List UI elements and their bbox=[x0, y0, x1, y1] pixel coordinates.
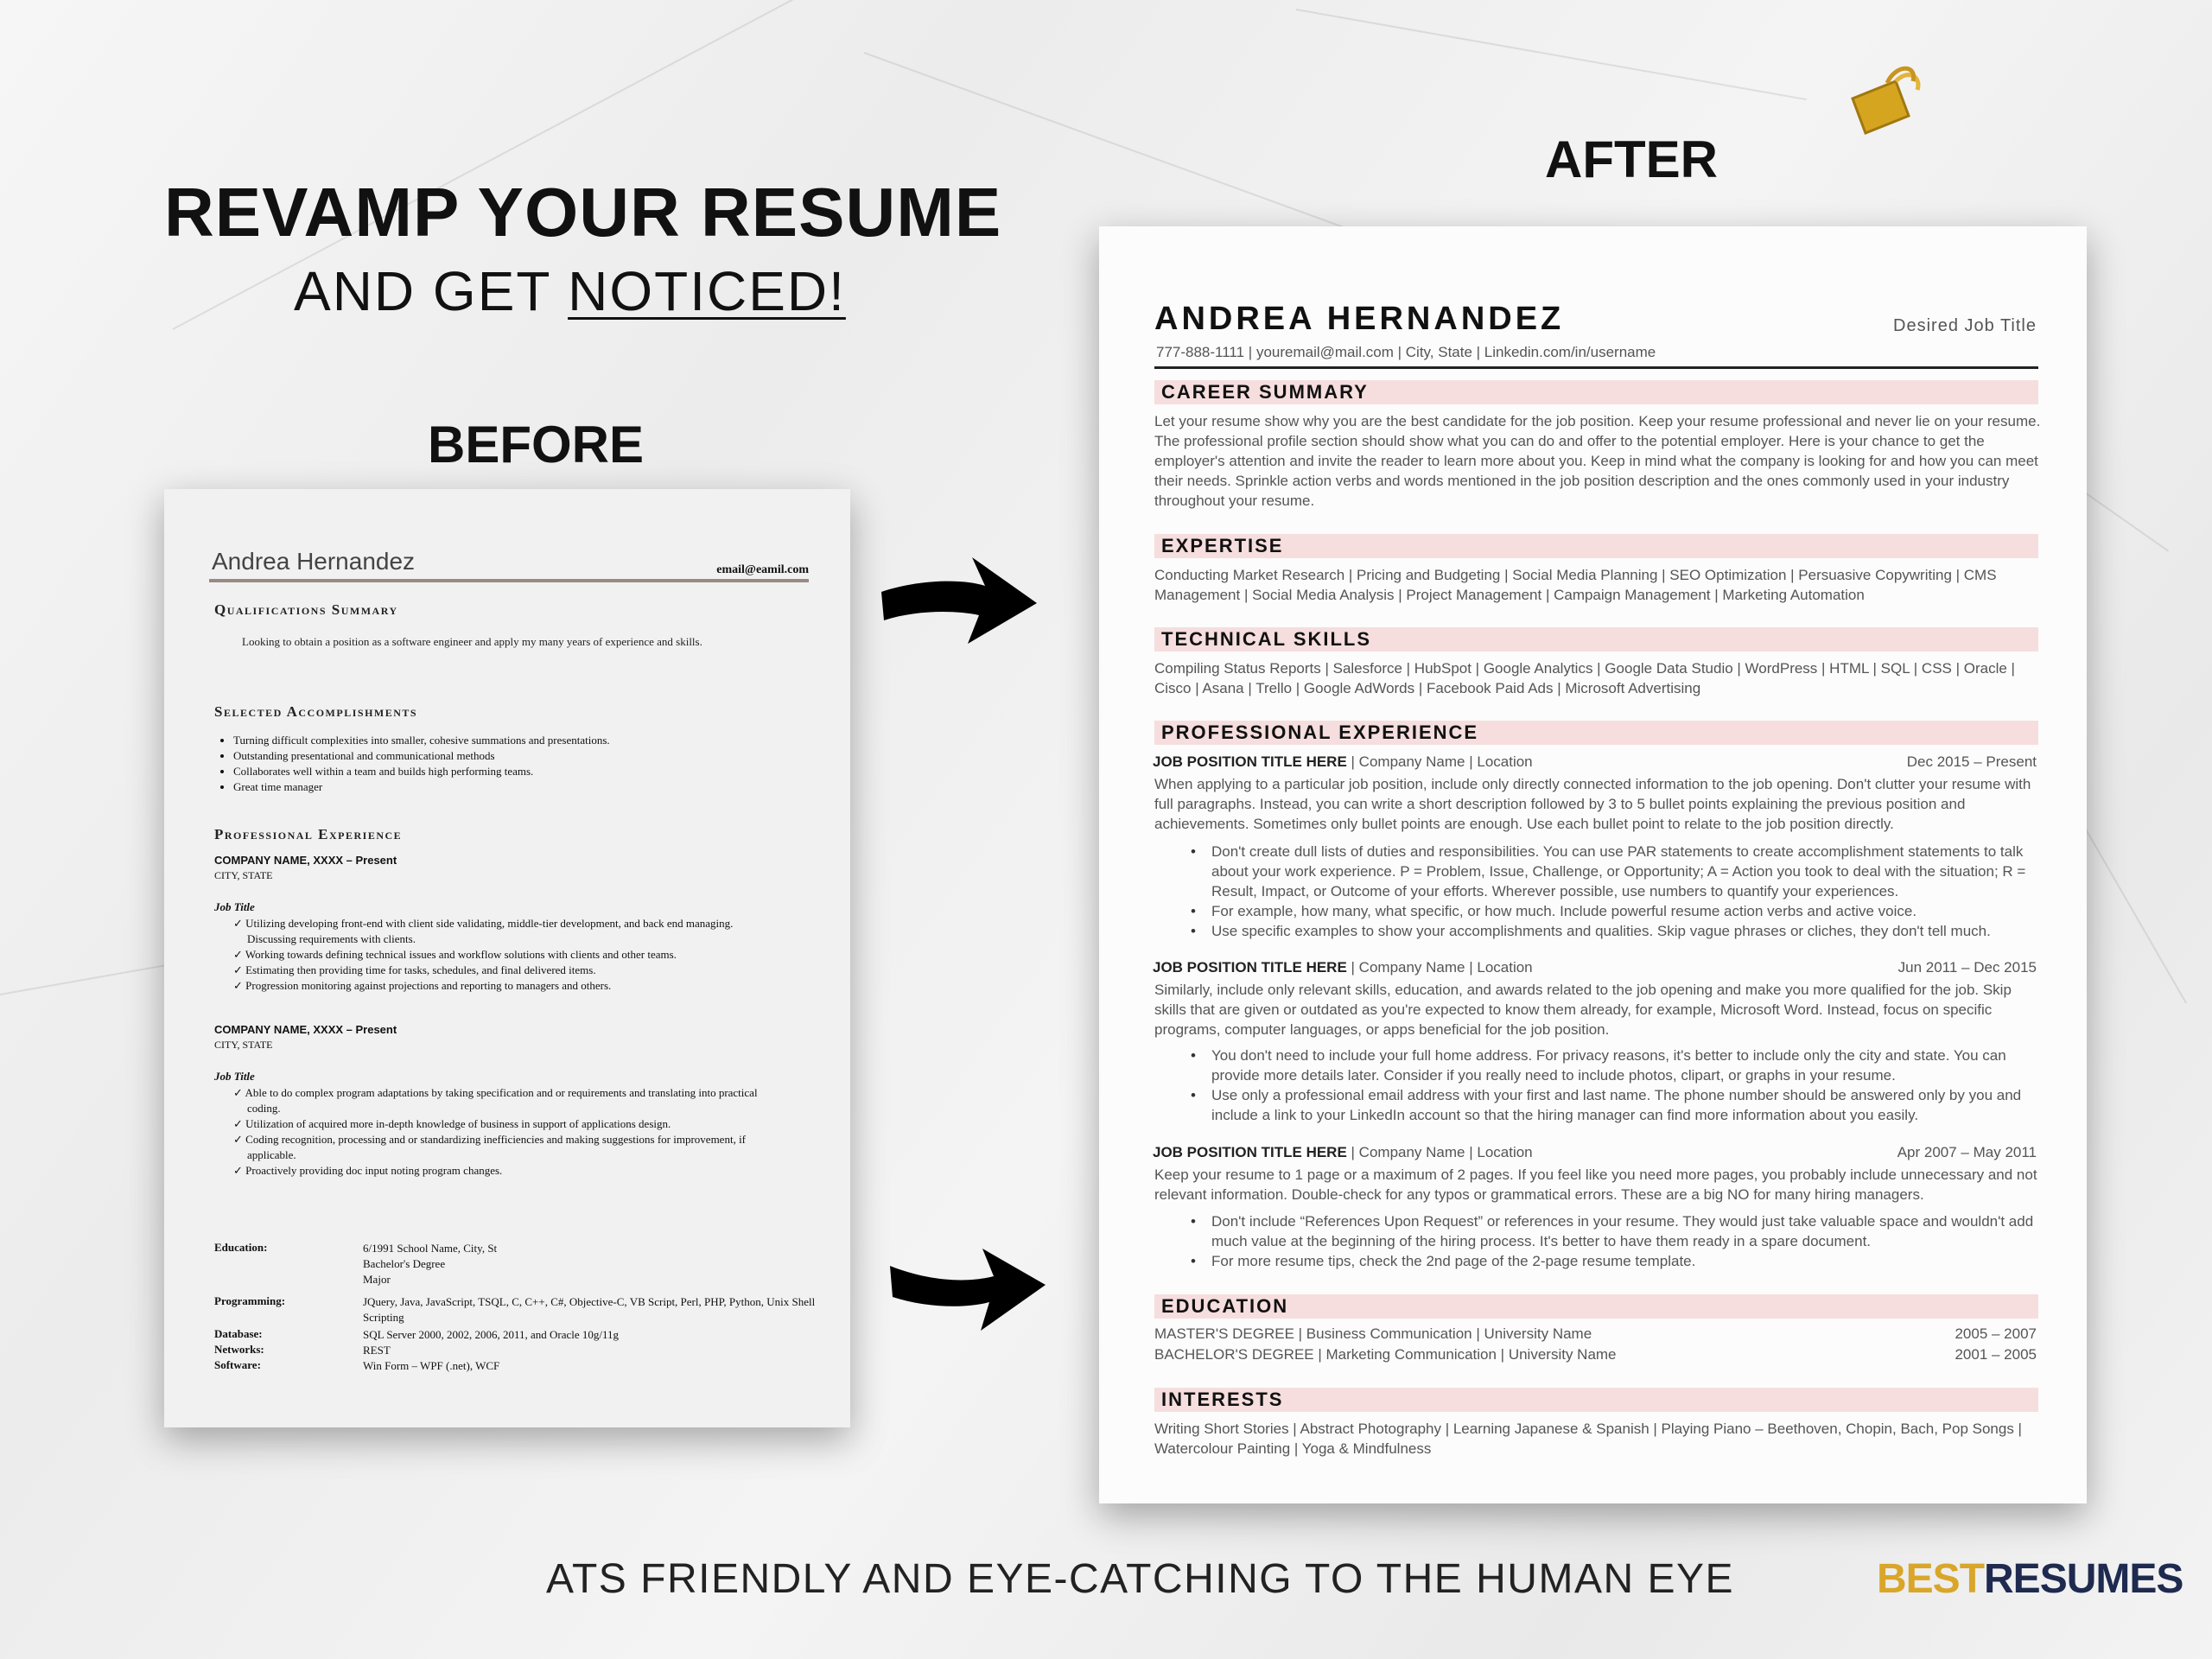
before-company-2: COMPANY NAME, XXXX – Present bbox=[214, 1023, 397, 1036]
list-item: • Turning difficult complexities into smaller, cohesive summations and presentations. bbox=[233, 733, 610, 748]
before-company-1: COMPANY NAME, XXXX – Present bbox=[214, 854, 397, 867]
before-networks-label: Networks: bbox=[214, 1343, 264, 1356]
before-qual-heading: Qualifications Summary bbox=[214, 601, 398, 618]
section-professional-experience: PROFESSIONAL EXPERIENCE bbox=[1154, 721, 2038, 745]
headline: REVAMP YOUR RESUME bbox=[164, 174, 1002, 251]
before-accomplishments bbox=[216, 733, 610, 795]
job-header: JOB POSITION TITLE HERE | Company Name | Location Apr 2007 – May 2011 bbox=[1153, 1144, 2037, 1160]
list-item: ✓ Proactively providing doc input noting program changes. bbox=[233, 1163, 769, 1179]
arrow-right-icon bbox=[886, 1240, 1050, 1335]
list-item: ✓ Estimating then providing time for tasks, schedules, and final delivered items. bbox=[233, 963, 769, 978]
before-software-label: Software: bbox=[214, 1358, 261, 1371]
education-row: BACHELOR'S DEGREE | Marketing Communication | University Name 2001 – 2005 bbox=[1154, 1346, 2037, 1363]
list-item: • Don't create dull lists of duties and responsibilities. You can use PAR statements to create accomplishment statements to talk about your work experience. P = Problem, Issue, Challenge, or Opportunity; A = Action you took to deal with the situation; R = Result, Impact, or Outcome of your efforts. Wherever possible, use numbers to quantify your experiences. bbox=[1211, 842, 2041, 901]
list-item: ✓ Working towards defining technical issues and workflow solutions with clients and other teams. bbox=[233, 947, 769, 963]
list-item: ✓ Coding recognition, processing and or standardizing inefficiencies and making suggestions for improvement, if applicable. bbox=[233, 1132, 769, 1163]
before-education-label: Education: bbox=[214, 1241, 268, 1254]
before-programming-label: Programming: bbox=[214, 1294, 286, 1307]
label-after: AFTER bbox=[1545, 130, 1718, 188]
before-acc-heading: Selected Accomplishments bbox=[214, 703, 418, 720]
list-item: ✓ Able to do complex program adaptations by taking specification and or requirements and translating into practical coding. bbox=[233, 1085, 769, 1116]
list-item: • Use specific examples to show your accomplishments and qualities. Skip vague phrases or cliches, they don't tell much. bbox=[1211, 921, 2041, 941]
list-item: • For more resume tips, check the 2nd page of the 2-page resume template. bbox=[1211, 1251, 2041, 1271]
before-tasks-1 bbox=[233, 916, 769, 994]
after-career-text: Let your resume show why you are the best candidate for the job position. Keep your resume professional and never lie on your resume. The professional profile section should show what you can do and offer to the potential employer. Here is your chance to get the employer's attention and invite the reader to learn more about you. Keep in mind what the company is looking for and how you can meet their needs. Sprinkle action verbs and words mentioned in the job position description and the ones commonly used in your industry throughout your resume. bbox=[1154, 413, 2041, 509]
after-contact: 777-888-1111 | youremail@mail.com | City, State | Linkedin.com/in/username bbox=[1156, 344, 1656, 360]
job-description: Similarly, include only relevant skills, education, and awards related to the job opening and make you more qualified for the job. Skip skills that are given or outdated as you're expected to know them already, for example, Microsoft Word. Instead, focus on specific programs, computer languages, or apps beneficial for the job position. bbox=[1154, 982, 2012, 1038]
after-expertise-text: Conducting Market Research | Pricing and Budgeting | Social Media Planning | SEO Optimization | Persuasive Copywriting | CMS Management | Social Media Analysis | Project Management | Campaign Management | Marketing Automation bbox=[1154, 567, 1997, 603]
job-bullets bbox=[1211, 1046, 2041, 1125]
subheadline: AND GET NOTICED! bbox=[294, 260, 846, 322]
job-header: JOB POSITION TITLE HERE | Company Name | Location Dec 2015 – Present bbox=[1153, 753, 2037, 770]
before-education-value: 6/1991 School Name, City, St Bachelor's Degree Major bbox=[363, 1242, 498, 1286]
after-rule bbox=[1154, 366, 2038, 369]
before-city-1: CITY, STATE bbox=[214, 869, 273, 881]
list-item: • Outstanding presentational and communicational methods bbox=[233, 748, 610, 764]
list-item: • Don't include “References Upon Request” or references in your resume. They would just take valuable space and wouldn't add much value at the beginning of the hiring process. It's better to have them ready in a spare document. bbox=[1211, 1211, 2041, 1251]
after-desired-title: Desired Job Title bbox=[1893, 316, 2037, 335]
after-tech-text: Compiling Status Reports | Salesforce | HubSpot | Google Analytics | Google Data Studio | WordPress | HTML | SQL | CSS | Oracle | Cisco | Asana | Trello | Google AdWords | Facebook Paid Ads | Microsoft Advertising bbox=[1154, 660, 2015, 696]
before-networks-value: REST bbox=[363, 1344, 391, 1357]
before-programming-value: JQuery, Java, JavaScript, TSQL, C, C++, C#, Objective-C, VB Script, Perl, PHP, Python, Unix Shell Scripting bbox=[363, 1295, 816, 1324]
list-item: • Collaborates well within a team and builds high performing teams. bbox=[233, 764, 610, 779]
list-item: ✓ Progression monitoring against projections and reporting to managers and others. bbox=[233, 978, 769, 994]
arrow-right-icon bbox=[877, 553, 1041, 648]
job-description: When applying to a particular job position, include only directly connected information to the job opening. Don't clutter your resume with full paragraphs. Instead, you can write a short description followed by 3 to 5 bullet points explaining the previous position and achievements. Sometimes only bullet points are enough. Use each bullet point to relate to the job position directly. bbox=[1154, 776, 2031, 832]
list-item: ✓ Utilizing developing front-end with client side validating, middle-tier development, and back end managing. Discussing requirements with clients. bbox=[233, 916, 769, 947]
section-interests: INTERESTS bbox=[1154, 1388, 2038, 1412]
job-header: JOB POSITION TITLE HERE | Company Name | Location Jun 2011 – Dec 2015 bbox=[1153, 959, 2037, 976]
before-database-value: SQL Server 2000, 2002, 2006, 2011, and Oracle 10g/11g bbox=[363, 1328, 620, 1341]
brand-logo: BESTRESUMES bbox=[1877, 1556, 2183, 1602]
tagline: ATS FRIENDLY AND EYE-CATCHING TO THE HUMAN EYE bbox=[546, 1556, 1735, 1602]
before-rule bbox=[209, 579, 809, 582]
section-technical-skills: TECHNICAL SKILLS bbox=[1154, 627, 2038, 652]
before-exp-heading: Professional Experience bbox=[214, 826, 403, 842]
education-row: MASTER'S DEGREE | Business Communication | University Name 2005 – 2007 bbox=[1154, 1325, 2037, 1342]
list-item: • You don't need to include your full home address. For privacy reasons, it's better to include only the city and state. You can provide more details later. Consider if you really need to include photos, clipart, or graphs in your resume. bbox=[1211, 1046, 2041, 1085]
before-software-value: Win Form – WPF (.net), WCF bbox=[363, 1359, 500, 1372]
after-resume bbox=[1099, 226, 2087, 1503]
section-career-summary: CAREER SUMMARY bbox=[1154, 380, 2038, 404]
label-before: BEFORE bbox=[428, 416, 645, 474]
before-qual-text: Looking to obtain a position as a software engineer and apply my many years of experience and skills. bbox=[242, 635, 702, 648]
job-bullets bbox=[1211, 842, 2041, 941]
before-tasks-2 bbox=[233, 1085, 769, 1179]
list-item: ✓ Utilization of acquired more in-depth knowledge of business in support of applications design. bbox=[233, 1116, 769, 1132]
before-jobtitle-1: Job Title bbox=[214, 900, 255, 913]
before-jobtitle-2: Job Title bbox=[214, 1070, 255, 1083]
after-name: ANDREA HERNANDEZ bbox=[1154, 301, 1565, 337]
after-interests-text: Writing Short Stories | Abstract Photography | Learning Japanese & Spanish | Playing Piano – Beethoven, Chopin, Bach, Pop Songs | Watercolour Painting | Yoga & Mindfulness bbox=[1154, 1421, 2022, 1457]
job-description: Keep your resume to 1 page or a maximum of 2 pages. If you feel like you need more pages, you probably include unnecessary and not relevant information. Double-check for any typos or grammatical errors. These are a big NO for many hiring managers. bbox=[1154, 1166, 2037, 1203]
binder-clip-icon bbox=[1835, 64, 1930, 142]
before-email: email@eamil.com bbox=[716, 563, 809, 576]
subheadline-emphasis: NOTICED! bbox=[568, 260, 846, 322]
before-resume bbox=[164, 489, 850, 1427]
section-education: EDUCATION bbox=[1154, 1294, 2038, 1319]
list-item: • Great time manager bbox=[233, 779, 610, 795]
section-expertise: EXPERTISE bbox=[1154, 534, 2038, 558]
before-name: Andrea Hernandez bbox=[212, 548, 416, 575]
list-item: • Use only a professional email address with your first and last name. The phone number should be answered only by you and include a link to your LinkedIn account so that the hiring manager can find more information about you easily. bbox=[1211, 1085, 2041, 1125]
list-item: • For example, how many, what specific, or how much. Include powerful resume action verbs and active voice. bbox=[1211, 901, 2041, 921]
before-city-2: CITY, STATE bbox=[214, 1039, 273, 1051]
before-database-label: Database: bbox=[214, 1327, 263, 1340]
job-bullets bbox=[1211, 1211, 2041, 1271]
